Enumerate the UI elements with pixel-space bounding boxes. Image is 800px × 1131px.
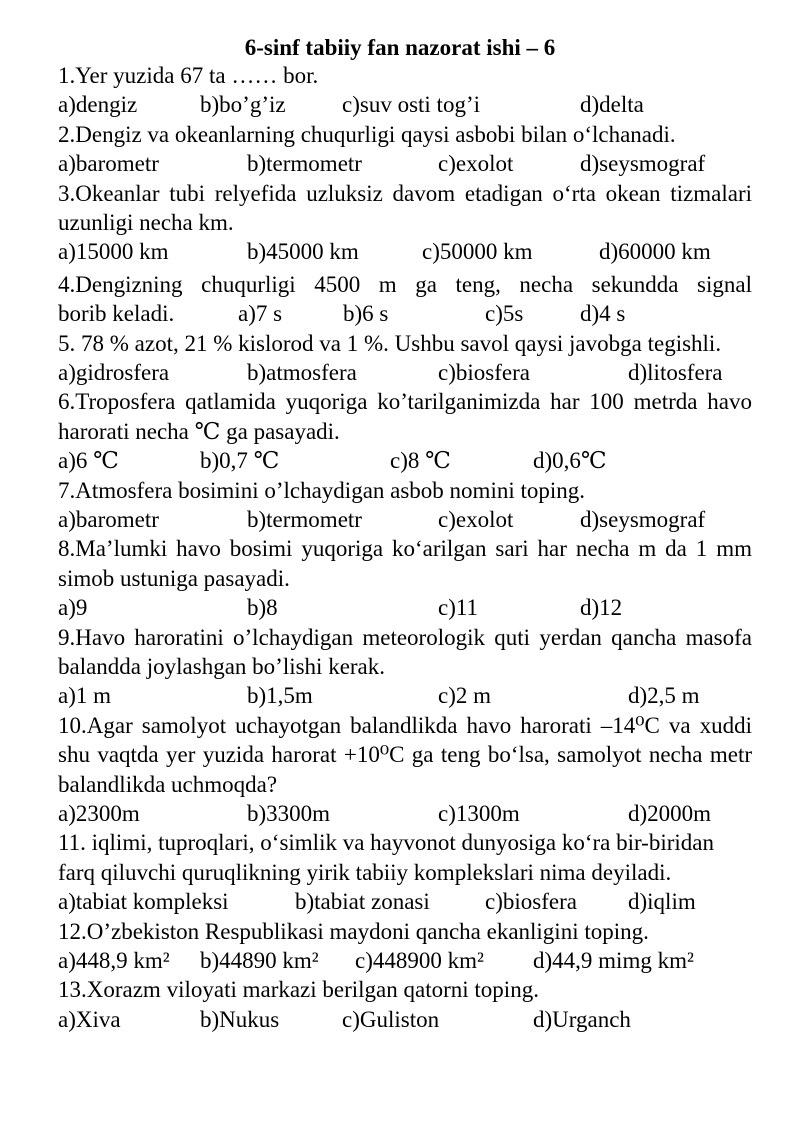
option-b: b)termometr [247,507,362,532]
option-a: a)barometr [58,507,159,532]
option-d: d)44,9 mimg km² [533,948,694,974]
option-d: d)2000m [628,801,712,827]
question-4-options [58,299,752,328]
option-a: a)dengiz [58,92,138,118]
question-6-options [58,446,752,475]
option-c: c)2 m [438,683,492,709]
option-a: a)448,9 km² [58,948,170,974]
question-13-text: 13.Xorazm viloyati markazi berilgan qatorni toping. [58,977,539,1003]
option-a: a)15000 km [58,239,169,265]
option-a: a)2300m [58,801,140,827]
question-11-options [58,887,752,916]
question-10-text: 10.Agar samolyot uchayotgan balandlikda havo harorati –14⁰C va xuddi shu vaqtda yer yuzida harorat +10⁰C ga teng boʻlsa, samolyot necha metr balandlikda uchmoqda? [58,712,752,797]
option-d: d)delta [580,92,644,118]
option-a: a)gidrosfera [58,360,170,385]
question-10-options [58,799,752,828]
questions-list [58,61,752,1034]
question-2-options [58,149,752,178]
page-title: 6-sinf tabiiy fan nazorat ishi – 6 [244,35,556,60]
question-1-options [58,90,752,119]
option-c: c)exolot [438,151,514,177]
question-3-options [58,237,752,266]
question-2-text: 2.Dengiz va okeanlarning chuqurligi qaysi asbobi bilan oʻlchanadi. [58,121,676,147]
question-9-text: 9.Havo haroratini o’lchaydigan meteorologik quti yerdan qancha masofa balandda joylashgan bo’lishi kerak. [58,624,752,679]
option-b: b)Nukus [200,1006,280,1032]
option-b: b)44890 km² [200,948,319,974]
option-c: c)8 ℃ [390,448,451,474]
option-a: a)tabiat kompleksi [58,889,229,915]
option-b: b)8 [247,595,278,621]
question-1-text: 1.Yer yuzida 67 ta …… bor. [58,63,319,88]
question-5-text: 5. 78 % azot, 21 % kislorod va 1 %. Ushbu savol qaysi javobga tegishli. [58,330,722,356]
option-b: b)45000 km [247,239,359,265]
option-b: b)0,7 ℃ [200,448,280,474]
question-9-options [58,681,752,710]
question-7-options [58,505,752,534]
option-c: c)Guliston [342,1006,440,1032]
option-c: c)suv osti tog’i [342,92,480,118]
option-c: c)5s [485,301,524,327]
question-11-text: 11. iqlimi, tuproqlari, oʻsimlik va hayvonot dunyosiga koʻra bir-biridan farq qiluvchi quruqlikning yirik tabiiy komplekslari nima deyiladi. [58,830,714,885]
option-b: b)3300m [247,801,331,827]
option-b: b)tabiat zonasi [295,889,430,915]
question-5-options [58,358,752,387]
option-c: c)448900 km² [355,948,484,974]
option-d: d)60000 km [599,239,711,265]
option-d: d)seysmograf [580,151,706,177]
option-d: d)12 [580,595,623,621]
option-b: b)bo’g’iz [200,92,286,118]
question-3-text: 3.Okeanlar tubi relyefida uzluksiz davom etadigan oʻrta okean tizmalari uzunligi necha km. [58,180,752,235]
question-8-text: 8.Ma’lumki havo bosimi yuqoriga koʻarilgan sari har necha m da 1 mm simob ustuniga pasayadi. [58,536,752,591]
option-d: d)2,5 m [628,683,700,709]
option-d: d)seysmograf [580,507,706,532]
option-a: a)9 [58,595,88,621]
option-d: d)iqlim [628,889,696,915]
question-12-text: 12.O’zbekiston Respublikasi maydoni qancha ekanligini toping. [58,918,649,944]
option-c: c)11 [438,595,479,621]
option-a: a)6 ℃ [58,448,119,474]
option-a: a)7 s [238,301,283,327]
question-4-text-continued: borib keladi. [58,301,175,327]
option-c: c)exolot [438,507,514,532]
option-d: d)0,6℃ [533,448,607,474]
option-b: b)atmosfera [247,360,357,385]
question-7-text: 7.Atmosfera bosimini o’lchaydigan asbob nomini toping. [58,477,586,503]
option-d: d)litosfera [628,360,723,385]
option-c: c)biosfera [438,360,530,385]
option-d: d)4 s [580,301,626,327]
option-d: d)Urganch [533,1006,631,1032]
option-c: c)biosfera [485,889,577,915]
question-4-text: 4.Dengizning chuqurligi 4500 m ga teng, necha sekundda signal [58,271,752,297]
question-13-options [58,1005,752,1034]
option-c: c)1300m [438,801,520,827]
option-c: c)50000 km [422,239,533,265]
question-8-options [58,593,752,622]
question-12-options [58,946,752,975]
option-a: a)Xiva [58,1006,121,1032]
option-a: a)1 m [58,683,112,709]
option-b: b)termometr [247,151,362,177]
option-b: b)6 s [343,301,389,327]
question-6-text: 6.Troposfera qatlamida yuqoriga ko’tarilganimizda har 100 metrda havo harorati necha ℃ ga pasayadi. [58,389,752,444]
option-a: a)barometr [58,151,159,177]
option-b: b)1,5m [247,683,313,709]
